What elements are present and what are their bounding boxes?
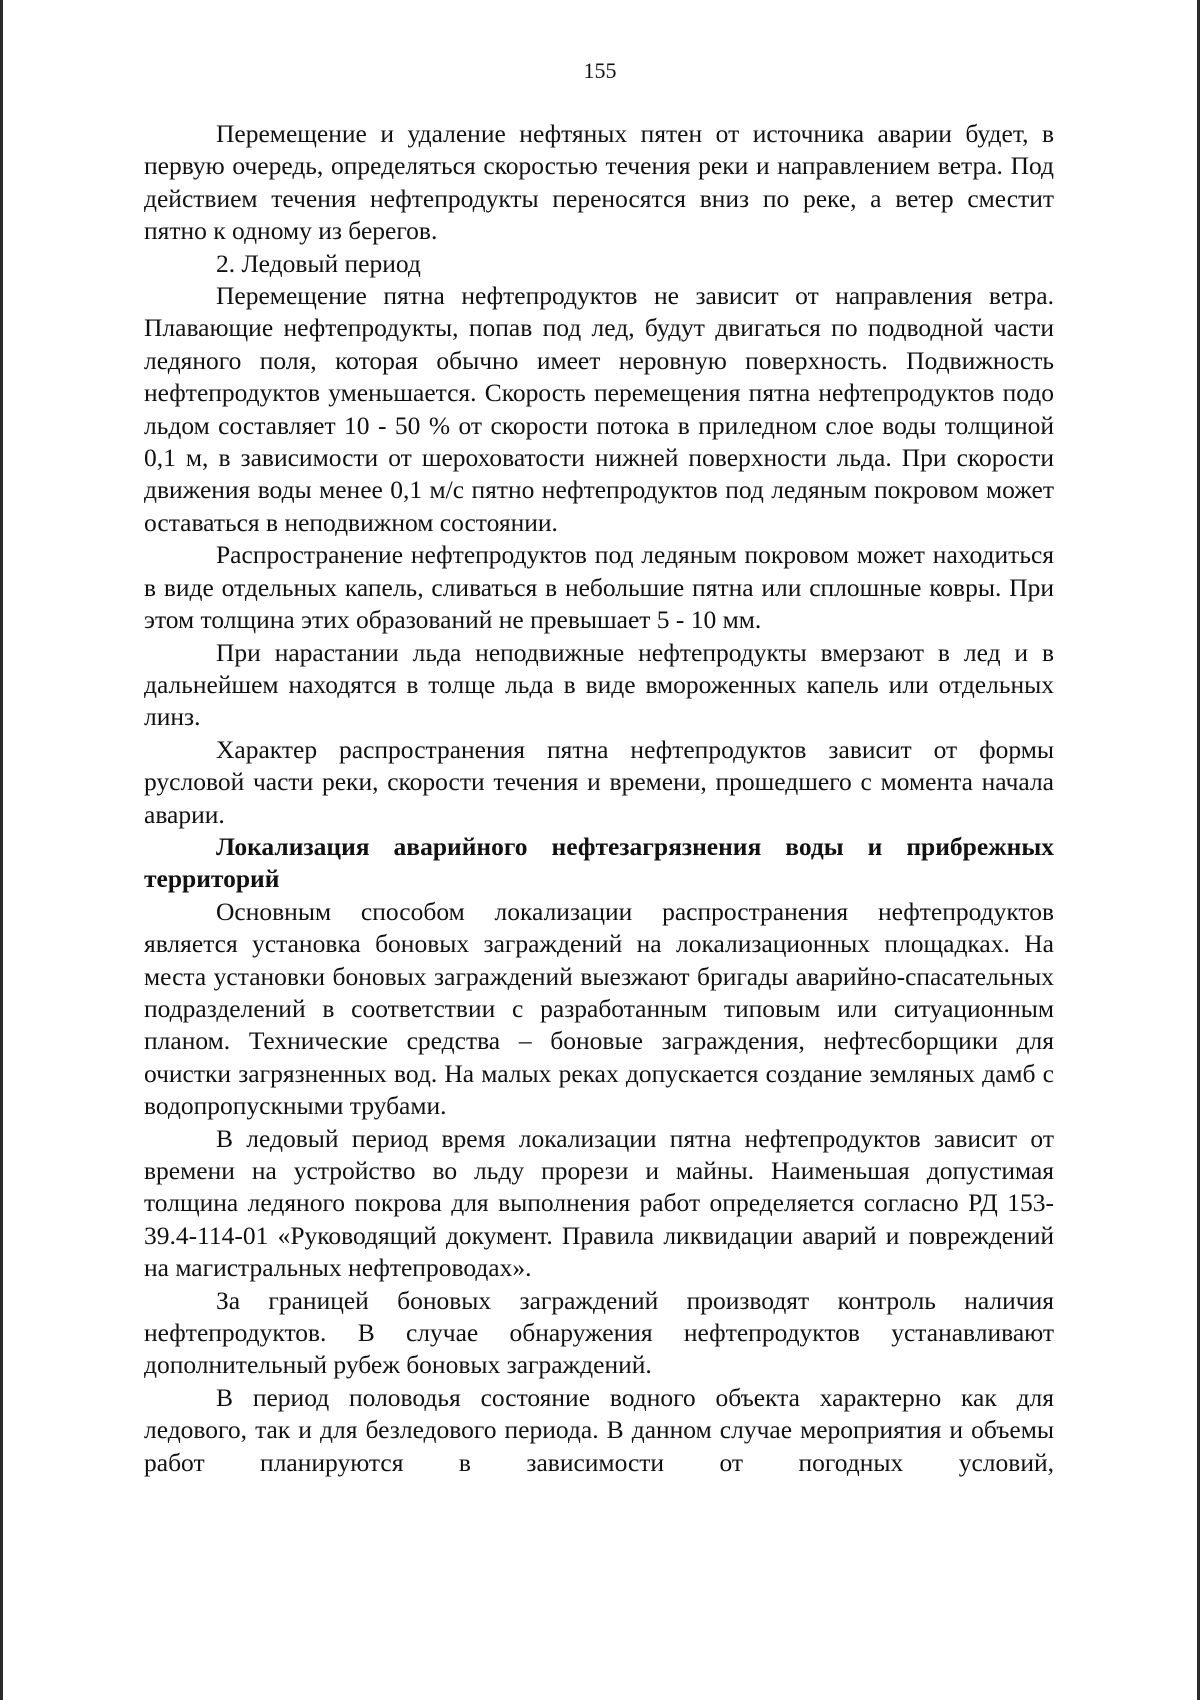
- section-heading-localization: Локализация аварийного нефтезагрязнения воды и прибрежных территорий: [144, 831, 1054, 894]
- scan-edge-left: [0, 0, 3, 1700]
- document-body: [144, 118, 1054, 1479]
- paragraph-boom-installation: Основным способом локализации распространения нефтепродуктов является установка боновых заграждений на локализационных площадках. На места установки боновых заграждений выезжают бригады аварийно-спасательных подразделений в соответствии с разработанным типовым или ситуационным планом. Технические средства – боновые заграждения, нефтесборщики для очистки загрязненных вод. На малых реках допускается создание земляных дамб с водопропускными трубами.: [144, 896, 1054, 1121]
- paragraph-spread-character: Характер распространения пятна нефтепродуктов зависит от формы русловой части реки, скорости течения и времени, прошедшего с момента начала аварии.: [144, 734, 1054, 829]
- paragraph-flood-period: В период половодья состояние водного объекта характерно как для ледового, так и для безледового периода. В данном случае мероприятия и объемы работ планируются в зависимости от погодных условий,: [144, 1382, 1054, 1477]
- section-ice-period-label: 2. Ледовый период: [216, 248, 421, 278]
- paragraph-oil-spill-movement: Перемещение и удаление нефтяных пятен от источника аварии будет, в первую очередь, определяться скоростью течения реки и направлением ветра. Под действием течения нефтепродукты переносятся вниз по реке, а ветер сместит пятно к одному из берегов.: [144, 119, 1054, 246]
- paragraph-boom-control: За границей боновых заграждений производят контроль наличия нефтепродуктов. В случае обнаружения нефтепродуктов устанавливают дополнительный рубеж боновых заграждений.: [144, 1285, 1054, 1380]
- paragraph-ice-localization: В ледовый период время локализации пятна нефтепродуктов зависит от времени на устройство во льду прорези и майны. Наименьшая допустимая толщина ледяного покрова для выполнения работ определяется согласно РД 153-39.4-114-01 «Руководящий документ. Правила ликвидации аварий и повреждений на магистральных нефтепроводах».: [144, 1123, 1054, 1283]
- paragraph-ice-growth: При нарастании льда неподвижные нефтепродукты вмерзают в лед и в дальнейшем находятся в толще льда в виде вмороженных капель или отдельных линз.: [144, 637, 1054, 732]
- paragraph-under-ice-distribution: Распространение нефтепродуктов под ледяным покровом может находиться в виде отдельных капель, сливаться в небольшие пятна или сплошные ковры. При этом толщина этих образований не превышает 5 - 10 мм.: [144, 540, 1054, 635]
- paragraph-ice-movement: Перемещение пятна нефтепродуктов не зависит от направления ветра. Плавающие нефтепродукты, попав под лед, будут двигаться по подводной части ледяного поля, которая обычно имеет неровную поверхность. Подвижность нефтепродуктов уменьшается. Скорость перемещения пятна нефтепродуктов подо льдом составляет 10 - 50 % от скорости потока в приледном слое воды толщиной 0,1 м, в зависимости от шероховатости нижней поверхности льда. При скорости движения воды менее 0,1 м/с пятно нефтепродуктов под ледяным покровом может оставаться в неподвижном состоянии.: [144, 281, 1054, 537]
- page-number: 155: [583, 58, 617, 83]
